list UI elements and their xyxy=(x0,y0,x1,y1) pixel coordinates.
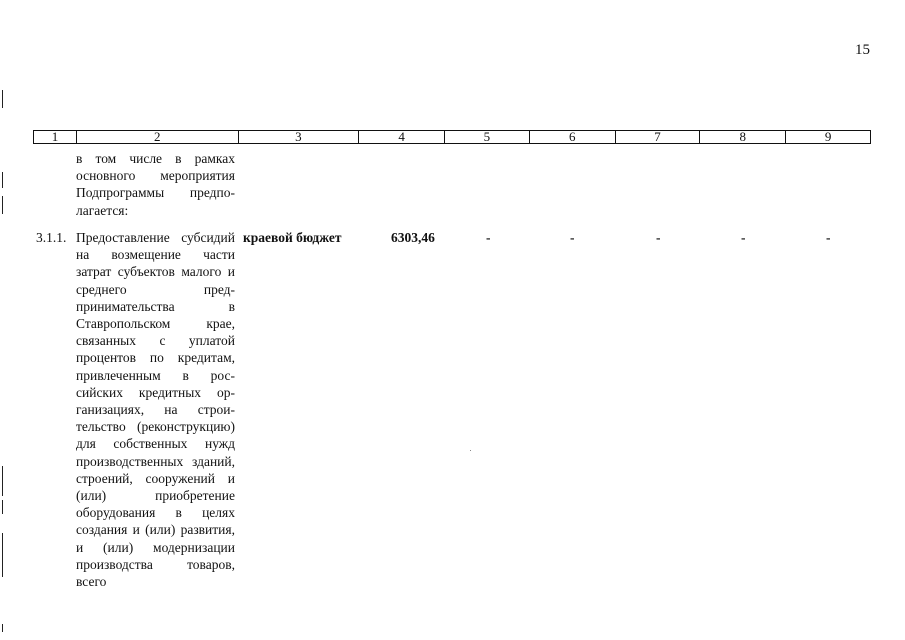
year-value-9: - xyxy=(826,230,831,245)
item-number: 3.1.1. xyxy=(36,230,67,245)
intro-text: в том числе в рамках основного мероприятия Подпрограммы предполагается: xyxy=(76,151,235,218)
year-value-6: - xyxy=(570,230,575,245)
page-number: 15 xyxy=(855,42,870,58)
margin-mark xyxy=(2,624,3,632)
table-header-row xyxy=(33,130,871,144)
amount-value: 6303,46 xyxy=(391,230,435,245)
header-cell-6: 6 xyxy=(530,131,616,143)
header-cell-3: 3 xyxy=(239,131,360,143)
margin-mark xyxy=(2,466,3,496)
budget-source: краевой бюджет xyxy=(243,230,342,245)
margin-mark xyxy=(2,196,3,214)
margin-mark xyxy=(2,172,3,188)
header-cell-1: 1 xyxy=(34,131,77,143)
header-cell-5: 5 xyxy=(445,131,530,143)
margin-mark xyxy=(2,90,3,108)
header-cell-9: 9 xyxy=(824,129,832,144)
header-cell-7: 7 xyxy=(616,131,701,143)
header-cell-2: 2 xyxy=(77,131,239,143)
year-value-7: - xyxy=(656,230,661,245)
scan-speck xyxy=(470,450,471,451)
year-value-5: - xyxy=(486,230,491,245)
year-value-8: - xyxy=(741,230,746,245)
header-cell-4: 4 xyxy=(359,131,445,143)
item-description: Предоставление субсидий на возмещение части затрат субъектов малого и среднего предпринимательства в Ставропольском крае, связанных с уплатой процентов по кредитам, привлеченным в российских кредитных организациях, на строительство (реконструкцию) для собственных нужд производственных зданий, строений, сооружений и (или) приобретение оборудования в целях создания и (или) развития, и (или) модернизации производства товаров, всего xyxy=(76,230,235,590)
margin-mark xyxy=(2,533,3,577)
margin-mark xyxy=(2,500,3,514)
header-cell-8: 8 xyxy=(700,131,786,143)
